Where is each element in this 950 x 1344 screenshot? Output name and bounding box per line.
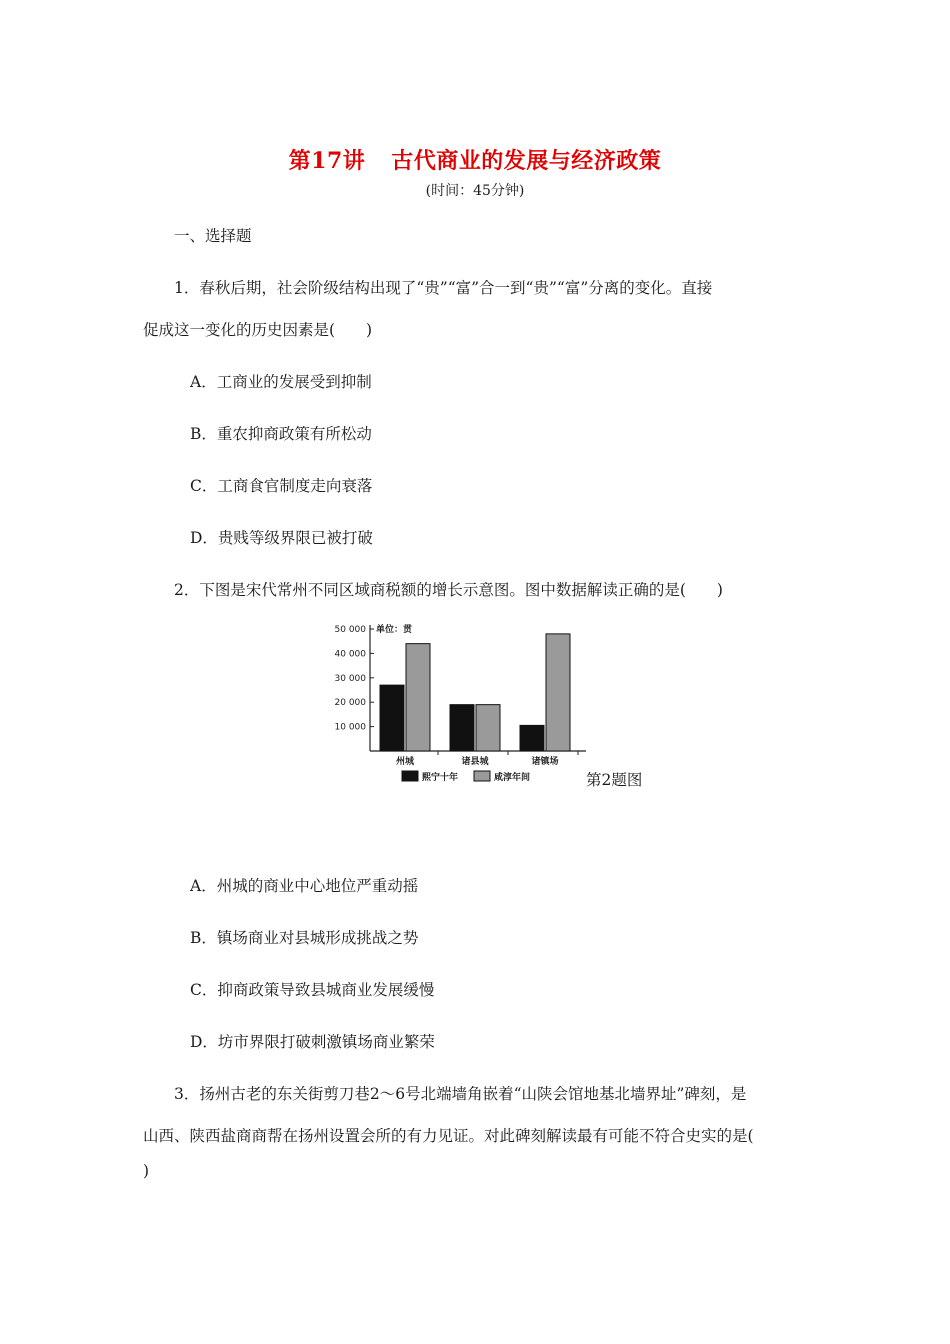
time-note: (时间：45分钟) (425, 183, 525, 199)
title-lecture: 第17讲 (288, 148, 366, 174)
q2-line-1: 2．下图是宋代常州不同区域商税额的增长示意图。图中数据解读正确的是( ) (174, 581, 723, 599)
y-tick-label: 40 000 (334, 649, 366, 660)
y-tick-label: 30 000 (334, 673, 366, 684)
y-tick-label: 20 000 (334, 698, 366, 709)
legend-swatch (474, 771, 490, 781)
q1-option-a: A．工商业的发展受到抑制 (190, 373, 372, 391)
tax-bar-chart (320, 615, 600, 791)
q2-option-b: B．镇场商业对县城形成挑战之势 (190, 929, 419, 947)
q1-option-c: C．工商食官制度走向衰落 (190, 477, 373, 495)
x-tick-label: 州城 (395, 757, 415, 767)
bar (476, 705, 500, 751)
q1-line-1: 1．春秋后期，社会阶级结构出现了“贵”“富”合一到“贵”“富”分离的变化。直接 (174, 279, 713, 297)
title-topic: 古代商业的发展与经济政策 (391, 148, 662, 174)
legend-swatch (402, 771, 418, 781)
page-title (0, 144, 950, 175)
q1-option-b: B．重农抑商政策有所松动 (190, 425, 372, 443)
legend-label: 咸淳年间 (494, 773, 531, 783)
y-tick-label: 50 000 (334, 625, 366, 635)
unit-label: 单位：贯 (376, 625, 413, 635)
figure-caption: 第2题图 (586, 771, 643, 789)
bar (546, 634, 570, 751)
x-tick-label: 诸镇场 (531, 757, 559, 767)
q2-option-d: D．坊市界限打破刺激镇场商业繁荣 (190, 1033, 435, 1051)
q3-line-3: ) (143, 1162, 150, 1180)
legend-label: 熙宁十年 (422, 773, 459, 783)
q1-option-d: D．贵贱等级界限已被打破 (190, 529, 373, 547)
section-heading: 一、选择题 (174, 227, 252, 245)
q1-line-2: 促成这一变化的历史因素是( ) (143, 321, 373, 339)
bar (520, 725, 544, 751)
q3-line-1: 3．扬州古老的东关街剪刀巷2～6号北端墙角嵌着“山陕会馆地基北墙界址”碑刻，是 (174, 1085, 747, 1103)
y-tick-label: 10 000 (334, 722, 366, 733)
bar (450, 705, 474, 751)
x-tick-label: 诸县城 (461, 757, 489, 767)
q2-option-a: A．州城的商业中心地位严重动摇 (190, 877, 419, 895)
q2-option-c: C．抑商政策导致县城商业发展缓慢 (190, 981, 435, 999)
bar (406, 644, 430, 751)
bar (380, 685, 404, 751)
q3-line-2: 山西、陕西盐商商帮在扬州设置会所的有力见证。对此碑刻解读最有可能不符合史实的是( (143, 1127, 754, 1145)
chart-svg (320, 615, 600, 787)
